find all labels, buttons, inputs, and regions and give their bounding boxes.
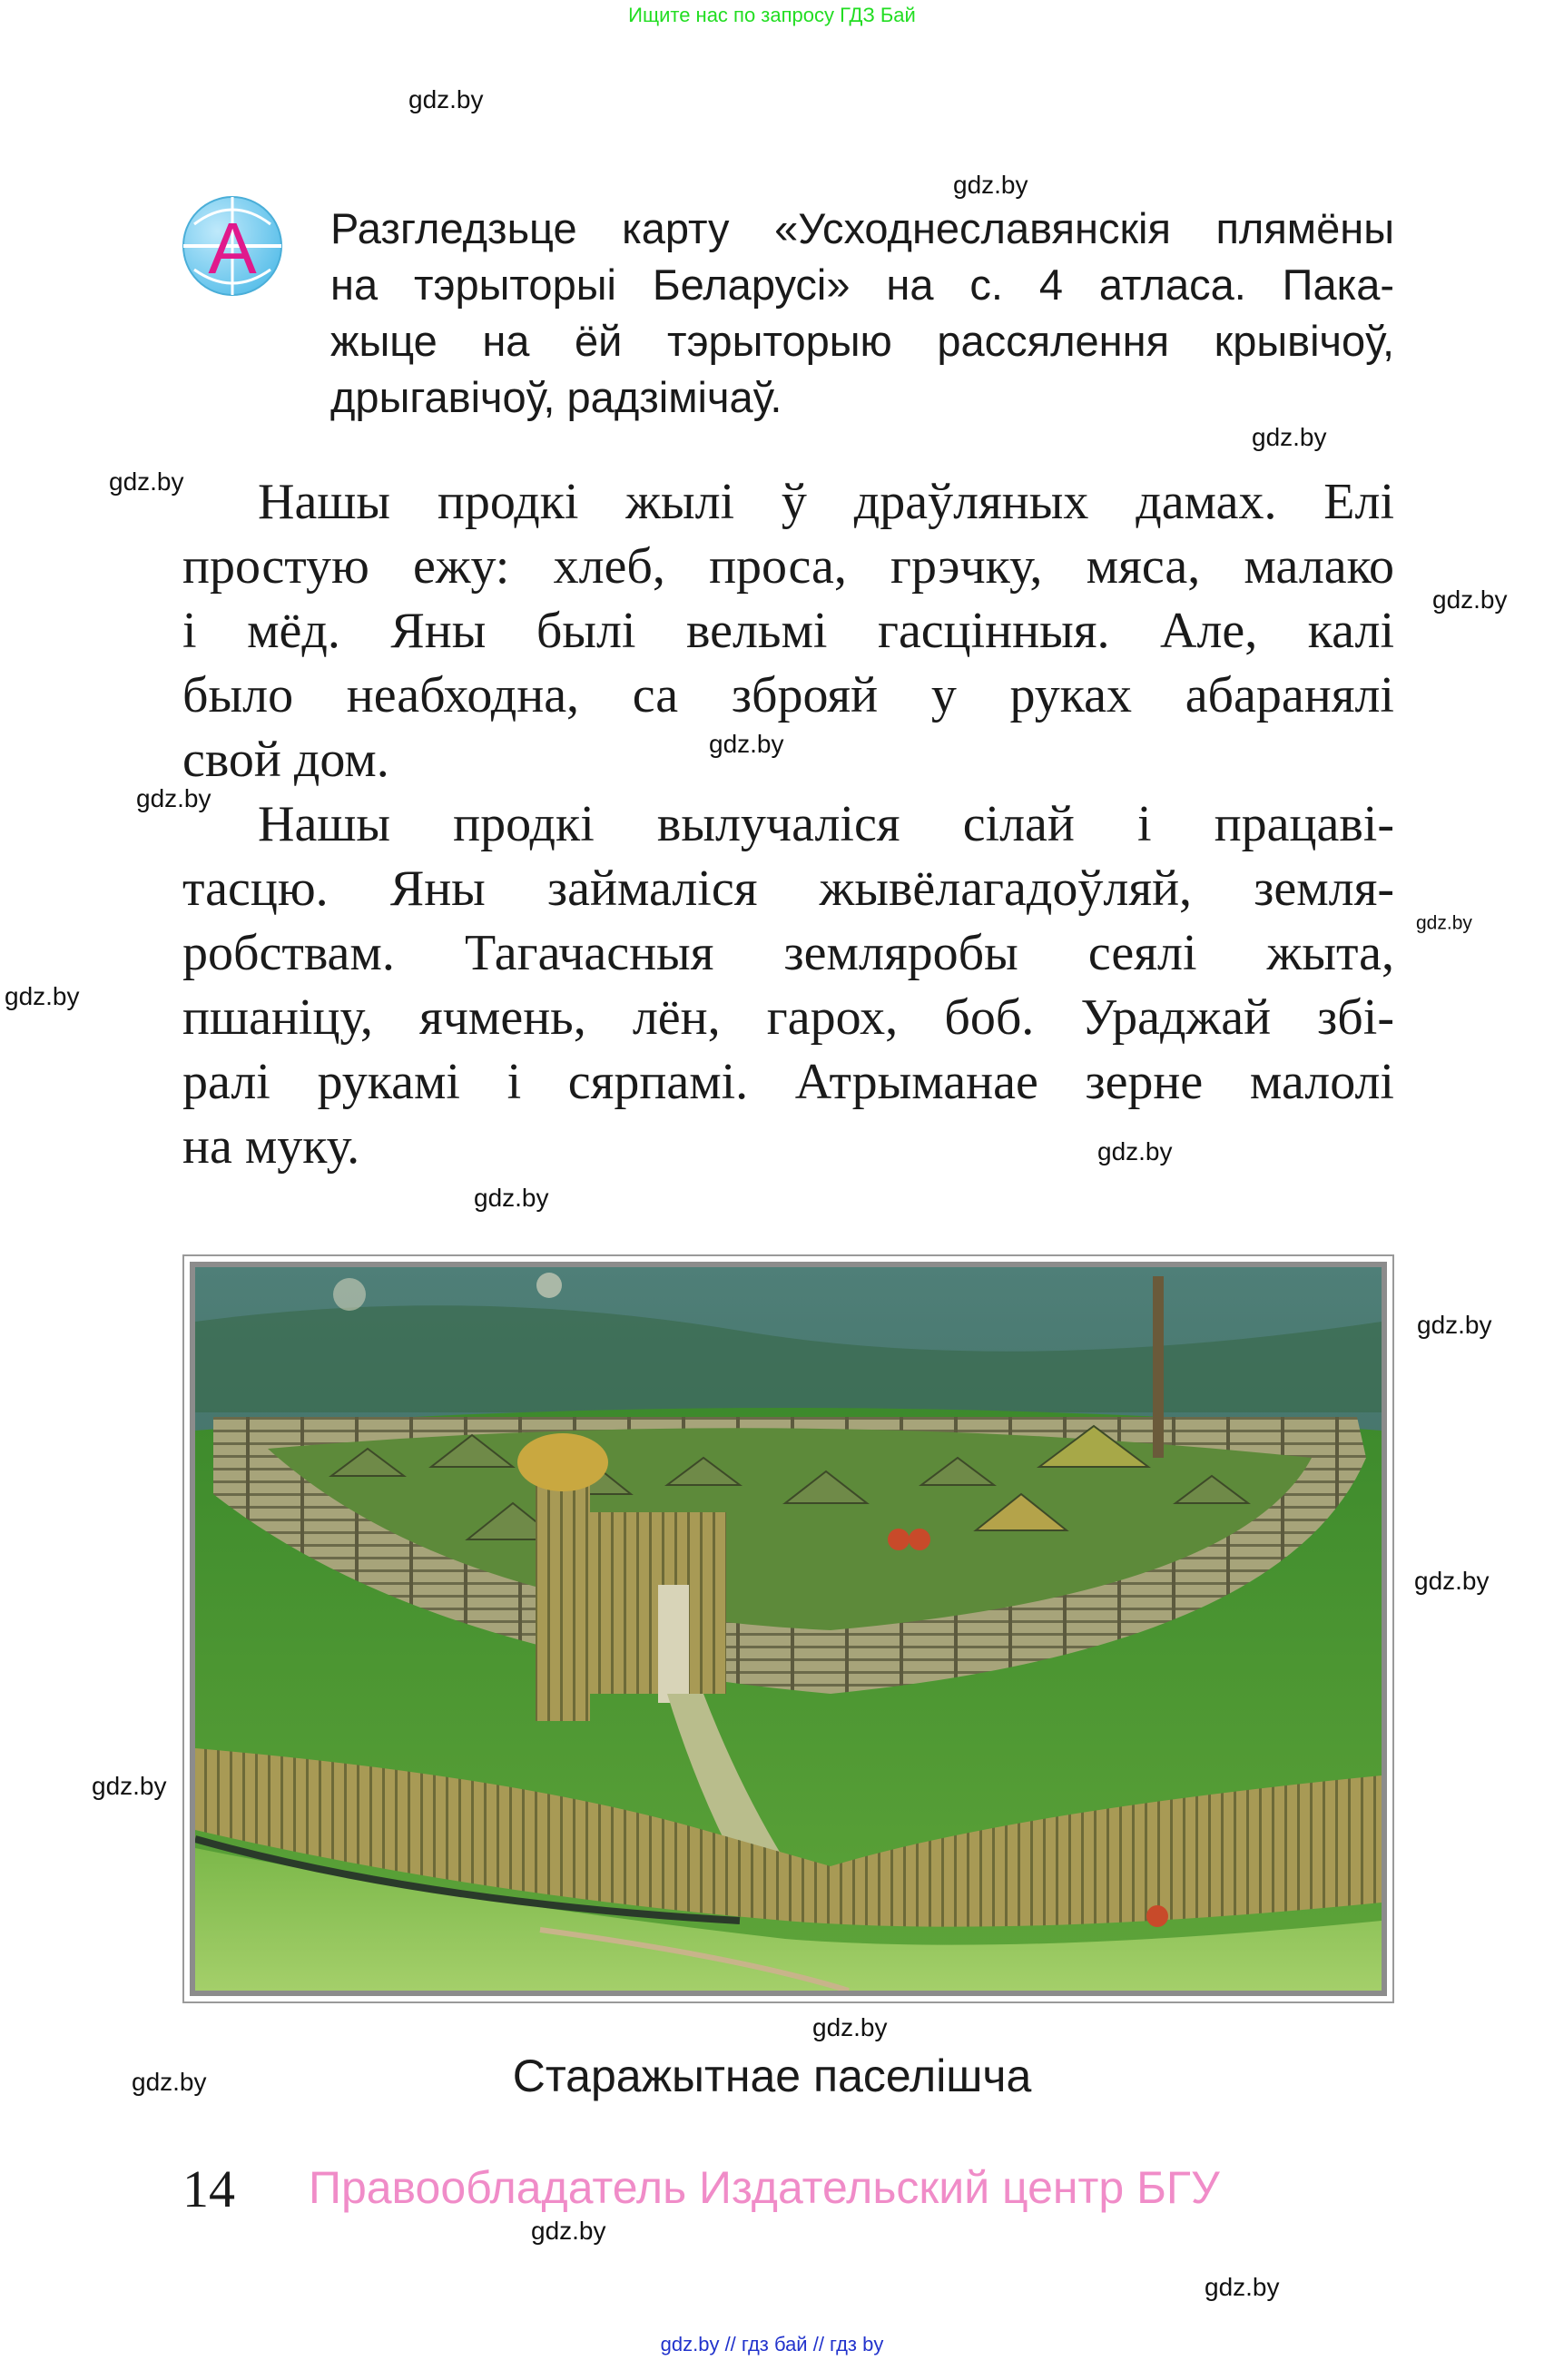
watermark: gdz.by <box>709 730 784 758</box>
text-line: Разгледзьце карту «Усходнеславянскія плямёны <box>330 204 1394 252</box>
watermark: gdz.by <box>408 85 484 113</box>
watermark: gdz.by <box>1414 1567 1490 1595</box>
text-line: пшаніцу, ячмень, лён, гарох, боб. Ураджай збі- <box>182 989 1394 1046</box>
watermark: gdz.by <box>1097 1137 1173 1165</box>
text-line: на тэрыторыі Беларусі» на с. 4 атласа. Пака- <box>330 261 1394 309</box>
watermark: gdz.by <box>474 1184 549 1212</box>
text-line: на муку. <box>182 1118 360 1175</box>
watermark: gdz.by <box>132 2068 207 2096</box>
text-line: дрыгавічоў, радзімічаў. <box>330 373 782 421</box>
watermark: gdz.by <box>1417 1311 1492 1339</box>
site-links[interactable]: gdz.by // гдз бай // гдз by <box>660 2333 884 2355</box>
search-hint-banner: Ищите нас по запросу ГДЗ Бай <box>628 4 916 26</box>
text-line: тасцю. Яны займаліся жывёлагадоўляй, земля- <box>182 861 1394 917</box>
watermark: gdz.by <box>136 784 211 812</box>
watermark: gdz.by <box>531 2217 606 2245</box>
text-line: простую ежу: хлеб, проса, грэчку, мяса, малако <box>182 538 1394 595</box>
text-line: жыце на ёй тэрыторыю рассялення крывічоў, <box>330 317 1394 365</box>
watermark: gdz.by <box>1205 2273 1280 2301</box>
watermark: gdz.by <box>953 171 1028 199</box>
watermark: gdz.by <box>92 1772 167 1800</box>
watermark: gdz.by <box>812 2013 888 2041</box>
figure-caption: Старажытнае паселішча <box>512 2051 1032 2101</box>
paragraph-2 <box>182 792 1394 1179</box>
watermark: gdz.by <box>5 982 80 1010</box>
task-instruction <box>330 201 1394 426</box>
watermark: gdz.by <box>1252 423 1327 451</box>
watermark: gdz.by <box>1416 912 1472 934</box>
text-line: было неабходна, са зброяй у руках абаранялі <box>182 667 1394 723</box>
page-number: 14 <box>182 2159 235 2218</box>
text-line: і мёд. Яны былі вельмі гасцінныя. Але, калі <box>182 603 1394 659</box>
watermark: gdz.by <box>1432 585 1508 614</box>
text-line: ралі рукамі і сярпамі. Атрыманае зерне малолі <box>182 1054 1394 1110</box>
text-line: свой дом. <box>182 732 389 788</box>
atlas-task-icon <box>182 195 283 297</box>
ancient-settlement-illustration <box>182 1254 1394 2003</box>
task-icon-letter: А <box>208 208 257 289</box>
text-line: Нашы продкі вылучаліся сілай і працаві- <box>258 796 1394 852</box>
watermark: gdz.by <box>109 467 184 496</box>
paragraph-1 <box>182 470 1394 792</box>
text-line: Нашы продкі жылі ў драўляных дамах. Елі <box>258 474 1394 530</box>
copyright-notice: Правообладатель Издательский центр БГУ <box>309 2162 1220 2213</box>
text-line: робствам. Тагачасныя земляробы сеялі жыта, <box>182 925 1394 981</box>
